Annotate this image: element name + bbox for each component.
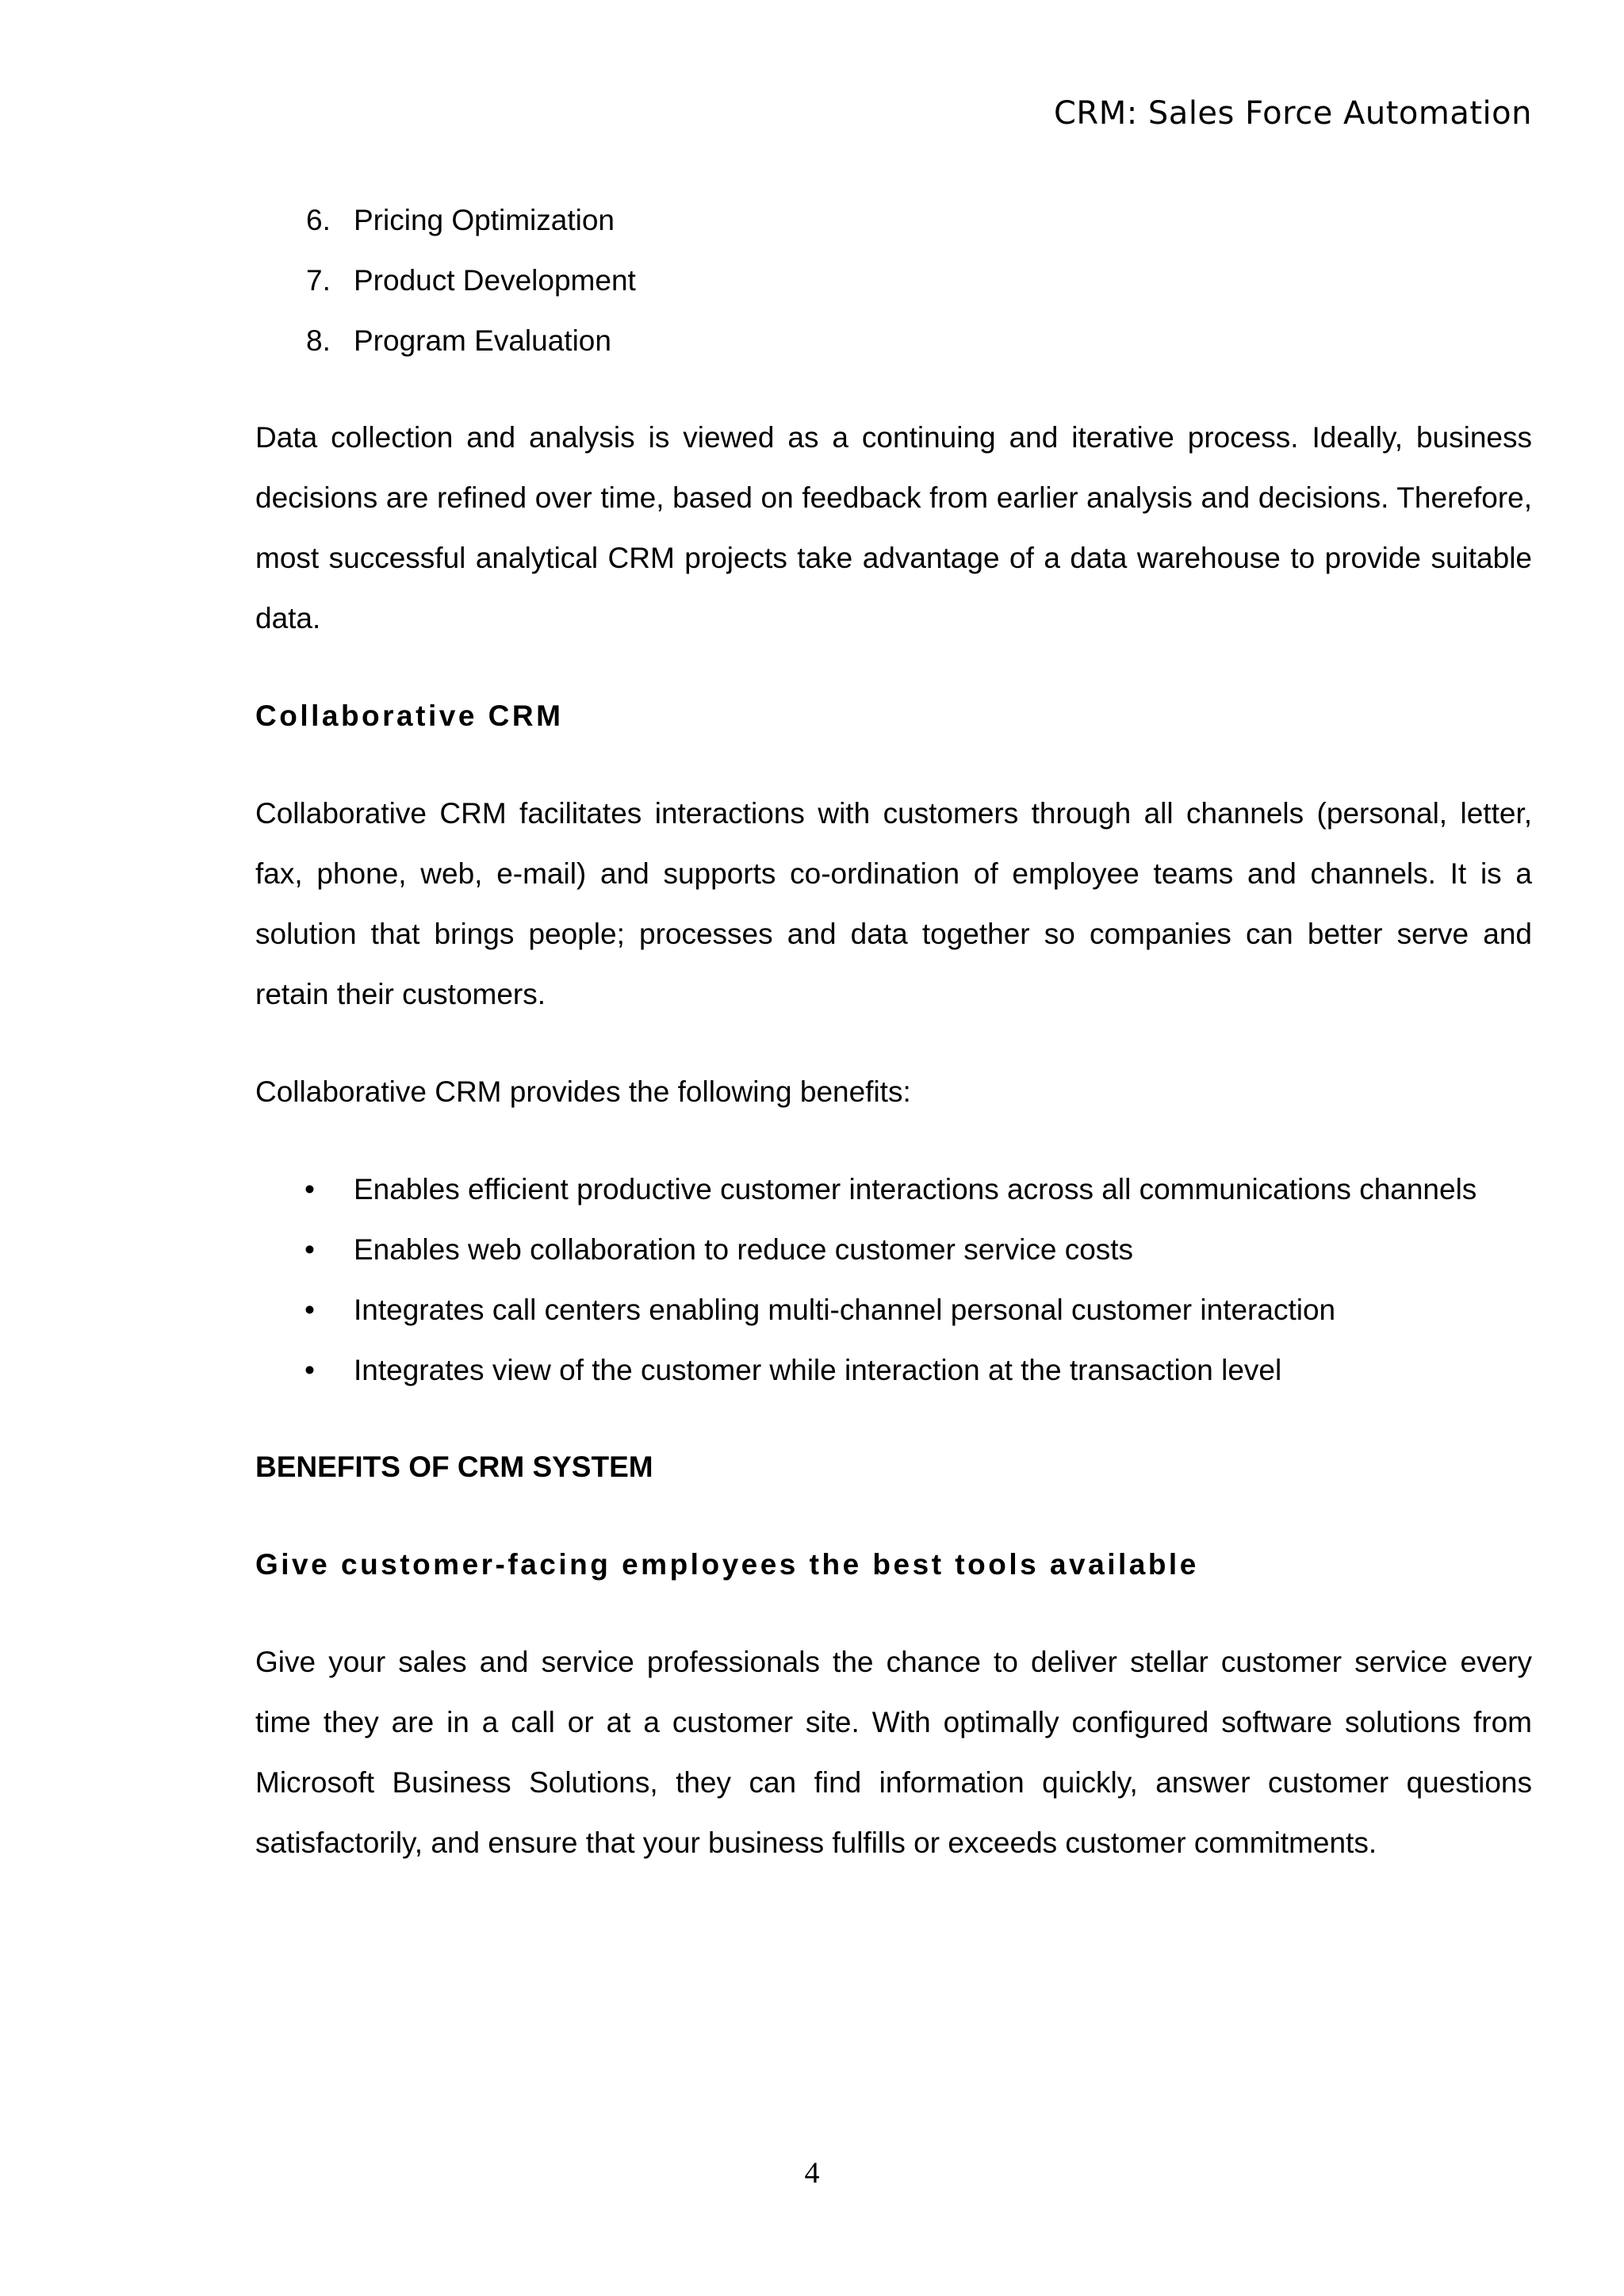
list-item-text: Enables efficient productive customer interactions across all communications channels xyxy=(354,1173,1477,1205)
list-item xyxy=(255,311,1532,371)
page-content xyxy=(255,190,1532,1911)
paragraph-benefits-intro: Collaborative CRM provides the following benefits: xyxy=(255,1075,911,1108)
paragraph-data-collection: Data collection and analysis is viewed as a continuing and iterative process. Ideally, business decisions are refined over time, based on feedback from earlier analysis and decisions. Therefore, most successful analytical CRM projects take advantage of a data warehouse to provide suitable data. xyxy=(255,421,1532,634)
list-item-text: Program Evaluation xyxy=(354,324,611,357)
list-item-text: Integrates call centers enabling multi-channel personal customer interaction xyxy=(354,1294,1336,1326)
list-item xyxy=(255,1220,1532,1280)
list-item xyxy=(255,1340,1532,1401)
bullet-icon: • xyxy=(304,1294,315,1326)
bullet-icon: • xyxy=(304,1173,315,1205)
list-item xyxy=(255,251,1532,311)
paragraph-sales-service: Give your sales and service professionals the chance to deliver stellar customer service every time they are in a call or at a customer site. With optimally configured software solutions from Microsoft Business Solutions, they can find information quickly, answer customer questions satisfactorily, and ensure that your business fulfills or exceeds customer commitments. xyxy=(255,1646,1532,1859)
heading-collaborative-crm: Collaborative CRM xyxy=(255,700,564,732)
list-item-text: Integrates view of the customer while interaction at the transaction level xyxy=(354,1354,1282,1386)
benefits-bullet-list xyxy=(255,1159,1532,1401)
list-item xyxy=(255,190,1532,251)
paragraph-collaborative-crm: Collaborative CRM facilitates interactions with customers through all channels (personal, letter, fax, phone, web, e-mail) and supports co-ordination of employee teams and channels. It is a solution that brings people; processes and data together so companies can better serve and retain their customers. xyxy=(255,797,1532,1010)
list-item xyxy=(255,1280,1532,1340)
list-number: 6. xyxy=(306,204,331,236)
bullet-icon: • xyxy=(304,1233,315,1266)
bullet-icon: • xyxy=(304,1354,315,1386)
list-item-text: Pricing Optimization xyxy=(354,204,615,236)
numbered-list xyxy=(255,190,1532,371)
list-item-text: Product Development xyxy=(354,264,636,297)
page-number: 4 xyxy=(804,2156,820,2190)
list-number: 7. xyxy=(306,264,331,297)
list-number: 8. xyxy=(306,324,331,357)
heading-benefits-of-crm-system: BENEFITS OF CRM SYSTEM xyxy=(255,1451,653,1483)
list-item-text: Enables web collaboration to reduce customer service costs xyxy=(354,1233,1134,1266)
running-header: CRM: Sales Force Automation xyxy=(1053,95,1532,132)
subheading-customer-facing-tools: Give customer-facing employees the best tools available xyxy=(255,1548,1199,1581)
list-item xyxy=(255,1159,1532,1220)
